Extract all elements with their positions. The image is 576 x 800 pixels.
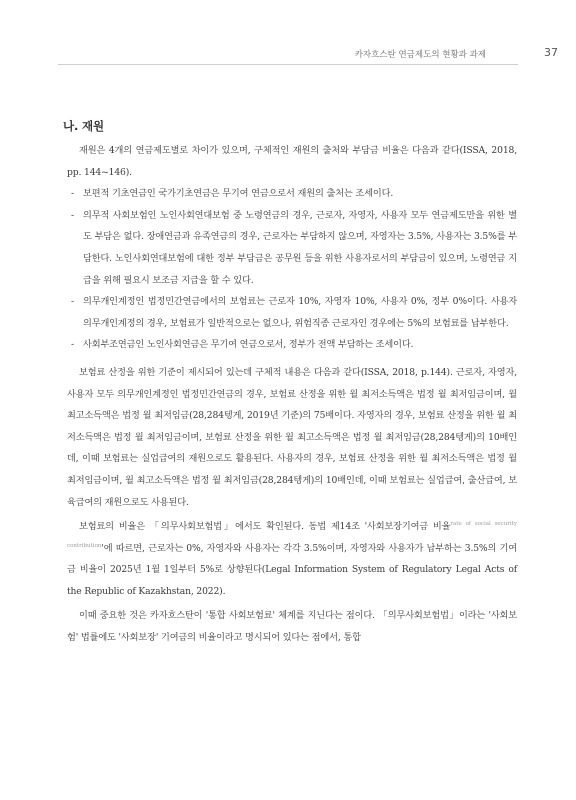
list-item: - 보편적 기초연금인 국가기초연금은 무기여 연금으로서 재원의 출처는 조세이다. bbox=[67, 183, 517, 205]
header-divider bbox=[58, 64, 518, 65]
funding-source-list bbox=[67, 183, 517, 356]
english-term-note: rate of social security contribution bbox=[67, 521, 517, 549]
rate-text-end: '에 따르면, 근로자는 0%, 자영자와 사용자는 각각 3.5%이며, 자영자와 사용자가 납부하는 3.5%의 기여금 비율이 2025년 1월 1일부터 5%로 상향된다(Legal Information System of Regulatory Legal Acts of the Republic of Kazakhstan, 2022). bbox=[67, 542, 517, 597]
list-item: - 의무적 사회보험인 노인사회연대보험 중 노령연금의 경우, 근로자, 자영자, 사용자 모두 연금제도만을 위한 별도 부담은 없다. 장애연금과 유족연금의 경우, 근로자는 부담하지 않으며, 자영자는 3.5%, 사용자는 3.5%를 부담한다. 노인사회연대보험에 대한 정부 부담금은 공무원 등을 위한 사용자로서의 부담금이 있으며, 노령연금 지급을 위해 필요시 보조금 지급을 할 수 있다. bbox=[67, 205, 517, 291]
list-item: - 의무개인계정인 법정민간연금에서의 보험료는 근로자 10%, 자영자 10%, 사용자 0%, 정부 0%이다. 사용자 의무개인계정의 경우, 보험료가 일반적으로는 없으나, 위험직종 근로자인 경우에는 5%의 보험료를 납부한다. bbox=[67, 291, 517, 334]
list-item: - 사회부조연금인 노인사회연금은 무기여 연금으로서, 정부가 전액 부담하는 조세이다. bbox=[67, 334, 517, 356]
running-header-title: 카자흐스탄 연금제도의 현황과 과제 bbox=[354, 50, 486, 60]
page-number: 37 bbox=[544, 46, 558, 59]
intro-paragraph: 재원은 4개의 연금제도별로 차이가 있으며, 구체적인 재원의 출처와 부담금 비율은 다음과 같다(ISSA, 2018, pp. 144~146). bbox=[67, 145, 517, 178]
contribution-rate-paragraph bbox=[67, 516, 517, 602]
body-text bbox=[63, 118, 517, 649]
contribution-base-paragraph: 보험료 산정을 위한 기준이 제시되어 있는데 구체적 내용은 다음과 같다(ISSA, 2018, p.144). 근로자, 자영자, 사용자 모두 의무개인계정인 법정민간연금의 경우, 보험료 산정을 위한 월 최저소득액은 법정 월 최저임금이며, 월 최고소득액은 법정 월 최저임금(28,284텡게, 2019년 기준)의 75배이다. 자영자의 경우, 보험료 산정을 위한 월 최저소득액은 법정 월 최저임금이며, 보험료 산정을 위한 월 최고소득액은 법정 월 최저임금(28,284텡게)의 10배인데, 이때 보험료는 실업급여의 재원으로도 활용된다. 사용자의 경우, 보험료 산정을 위한 월 최저소득액은 법정 월 최저임금이며, 월 최고소득액은 법정 월 최저임금(28,284텡게)의 10배인데, 이때 보험료는 실업급여, 출산급여, 보육급여의 재원으로도 사용된다. bbox=[67, 366, 517, 508]
section-heading: 나. 재원 bbox=[63, 119, 104, 133]
integrated-insurance-paragraph: 이때 중요한 것은 카자흐스탄이 '통합 사회보험료' 체계를 지닌다는 점이다. 「의무사회보험법」이라는 '사회보험' 법률에도 '사회보장' 기여금의 비율이라고 명시되어 있다는 점에서, 통합 bbox=[67, 610, 517, 644]
rate-text-start: 보험료의 비율은 「의무사회보험법」에서도 확인된다. 동법 제14조 '사회보장기여금 비율 bbox=[79, 521, 451, 533]
